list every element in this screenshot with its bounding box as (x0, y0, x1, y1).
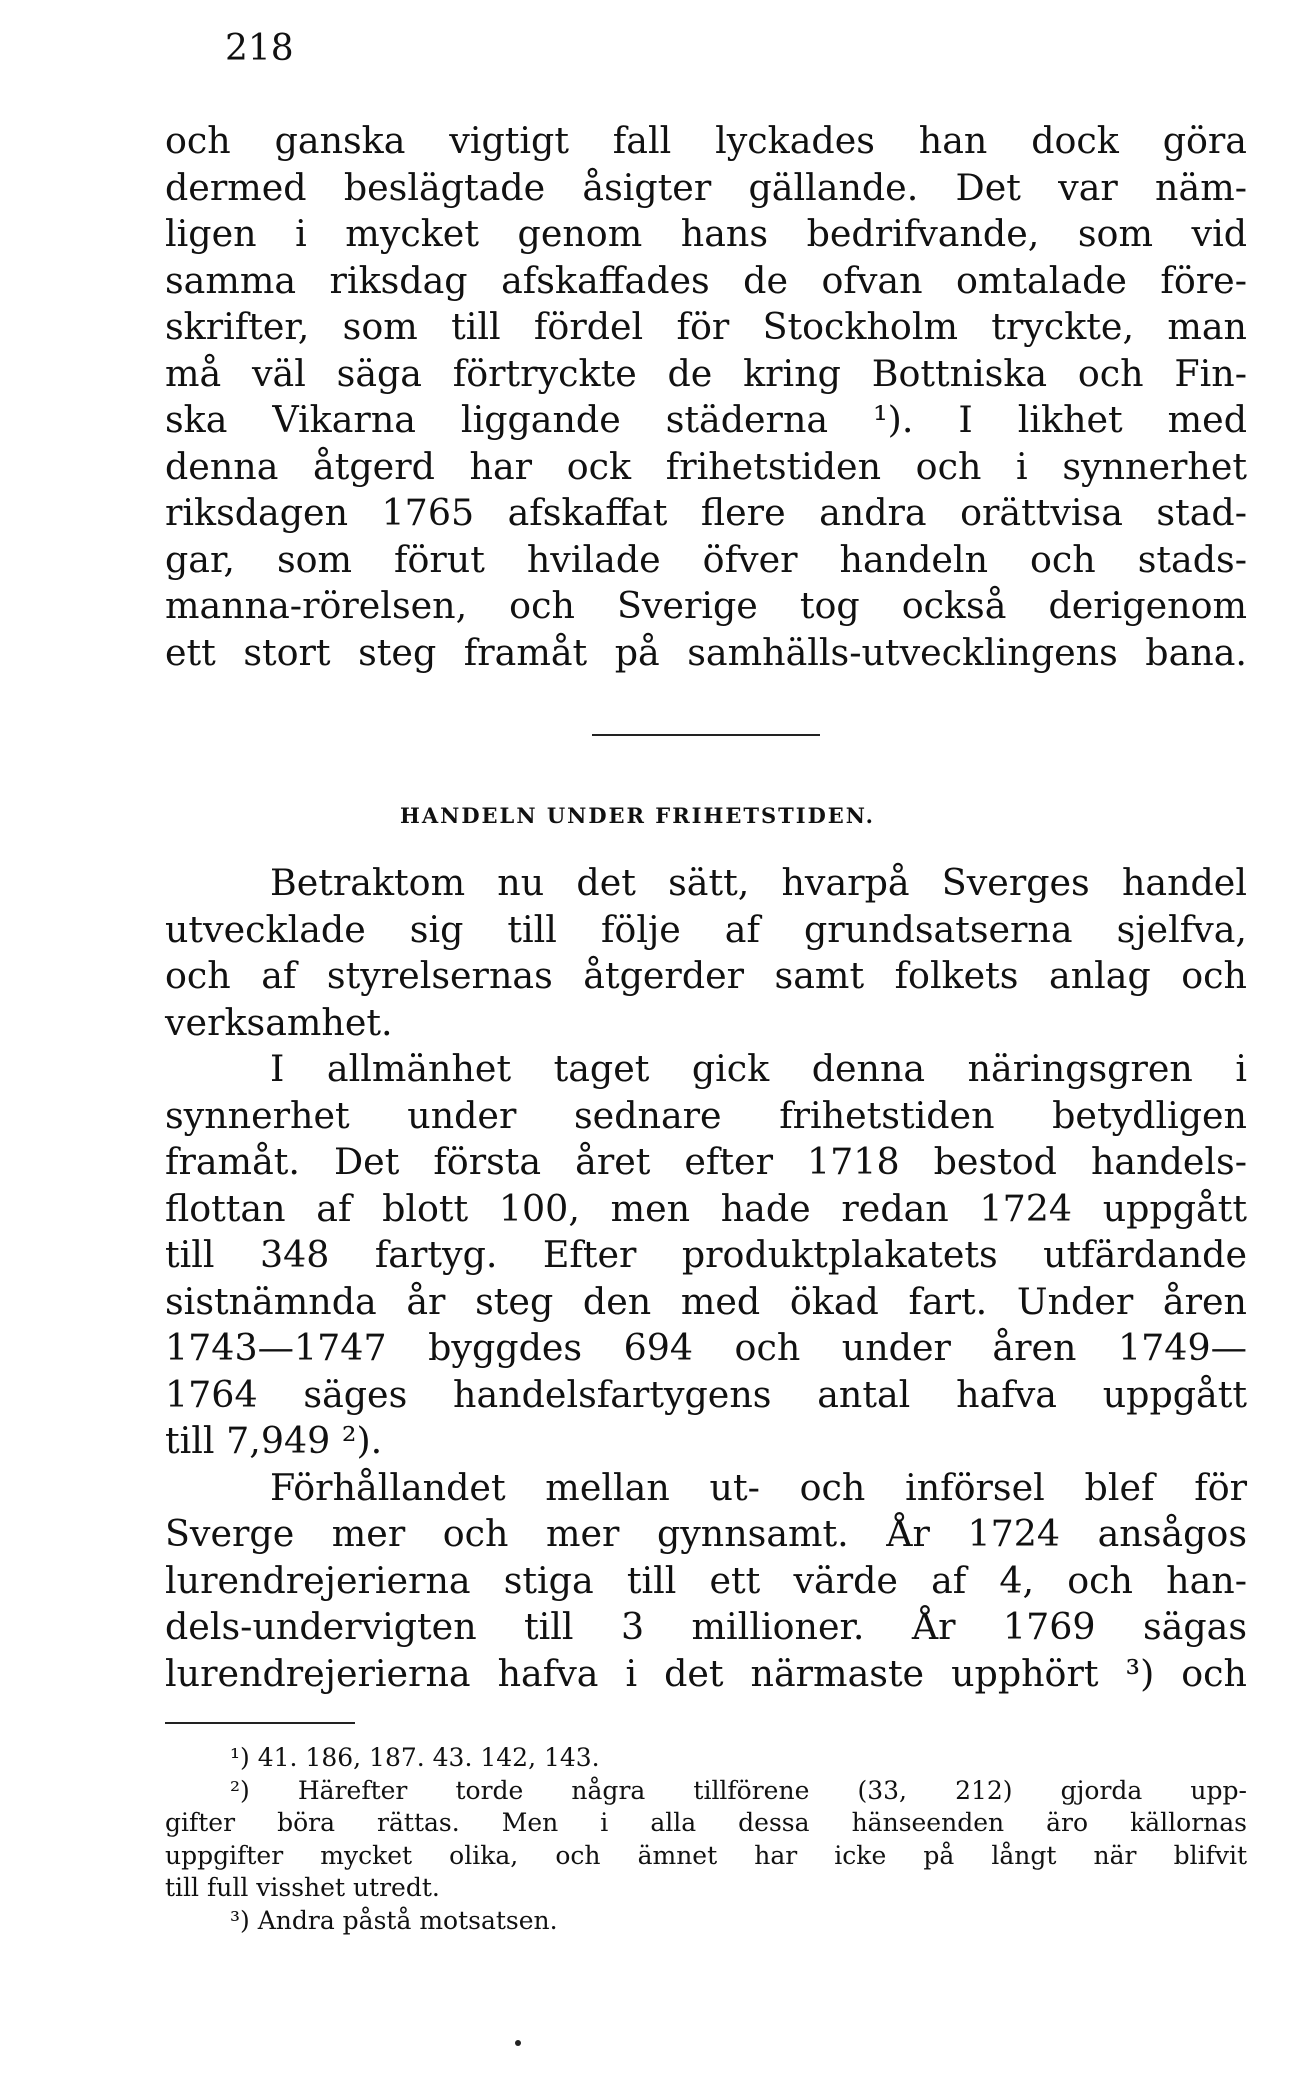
text-line: manna-rörelsen, och Sverige tog också derigenom (165, 584, 1247, 627)
text-line: skrifter, som till fördel för Stockholm tryckte, man (165, 305, 1247, 348)
text-line: 1743—1747 byggdes 694 och under åren 1749— (165, 1326, 1247, 1369)
footnote-3: ³) Andra påstå motsatsen. (230, 1905, 558, 1935)
footnote-divider (165, 1722, 355, 1724)
text-line: synnerhet under sednare frihetstiden betydligen (165, 1093, 1247, 1137)
footnote-1: ¹) 41. 186, 187. 43. 142, 143. (230, 1743, 600, 1772)
footnote-2-line: till full visshet utredt. (165, 1873, 440, 1902)
page-number: 218 (225, 28, 294, 69)
text-line: dels-undervigten till 3 millioner. År 1769 sägas (165, 1605, 1247, 1648)
text-line: ska Vikarna liggande städerna ¹). I likhet med (165, 398, 1247, 441)
text-line: lurendrejerierna hafva i det närmaste upphört ³) och (165, 1651, 1247, 1695)
footnote-2-line: uppgifter mycket olika, och ämnet har icke på långt när blifvit (165, 1840, 1247, 1870)
text-line: Betraktom nu det sätt, hvarpå Sverges handel (270, 861, 1247, 904)
section-divider (592, 734, 820, 736)
text-line: till 7,949 ²). (165, 1419, 383, 1462)
section-heading: HANDELN UNDER FRIHETSTIDEN. (400, 803, 875, 828)
paragraph-continuation (165, 118, 1247, 676)
text-line: 1764 säges handelsfartygens antal hafva uppgått (165, 1372, 1247, 1416)
text-line: gar, som förut hvilade öfver handeln och stads- (165, 537, 1247, 581)
text-line: må väl säga förtryckte de kring Bottniska och Fin- (165, 351, 1247, 395)
footnotes (165, 1742, 1247, 1937)
text-line: och af styrelsernas åtgerder samt folkets anlag och (165, 954, 1247, 997)
text-line: och ganska vigtigt fall lyckades han dock göra (165, 119, 1247, 162)
footnote-2-line: ²) Härefter torde några tillförene (33, 212) gjorda upp- (230, 1775, 1247, 1805)
text-line: lurendrejerierna stiga till ett värde af 4, och han- (165, 1558, 1247, 1602)
text-line: sistnämnda år steg den med ökad fart. Under åren (165, 1279, 1247, 1323)
text-line: Sverge mer och mer gynnsamt. År 1724 ansågos (165, 1512, 1247, 1555)
text-line: utvecklade sig till följe af grundsatserna sjelfva, (165, 907, 1247, 951)
footnote-2-line: gifter böra rättas. Men i alla dessa hänseenden äro källornas (165, 1808, 1247, 1837)
text-line: riksdagen 1765 afskaffat flere andra orättvisa stad- (165, 491, 1247, 534)
text-line: till 348 fartyg. Efter produktplakatets utfärdande (165, 1233, 1247, 1276)
text-line: samma riksdag afskaffades de ofvan omtalade före- (165, 258, 1247, 302)
text-line: Förhållandet mellan ut- och införsel blef för (270, 1465, 1247, 1509)
text-line: dermed beslägtade åsigter gällande. Det var näm- (165, 165, 1247, 209)
text-line: ett stort steg framåt på samhälls-utvecklingens bana. (165, 630, 1247, 674)
text-line: I allmänhet taget gick denna näringsgren i (270, 1047, 1247, 1090)
section-body (165, 860, 1247, 1697)
text-line: flottan af blott 100, men hade redan 1724 uppgått (165, 1186, 1247, 1230)
text-line: denna åtgerd har ock frihetstiden och i synnerhet (165, 444, 1247, 488)
text-line: framåt. Det första året efter 1718 bestod handels- (165, 1140, 1247, 1183)
ink-dot (515, 2040, 521, 2046)
text-line: ligen i mycket genom hans bedrifvande, som vid (165, 212, 1247, 255)
text-line: verksamhet. (165, 1000, 393, 1044)
